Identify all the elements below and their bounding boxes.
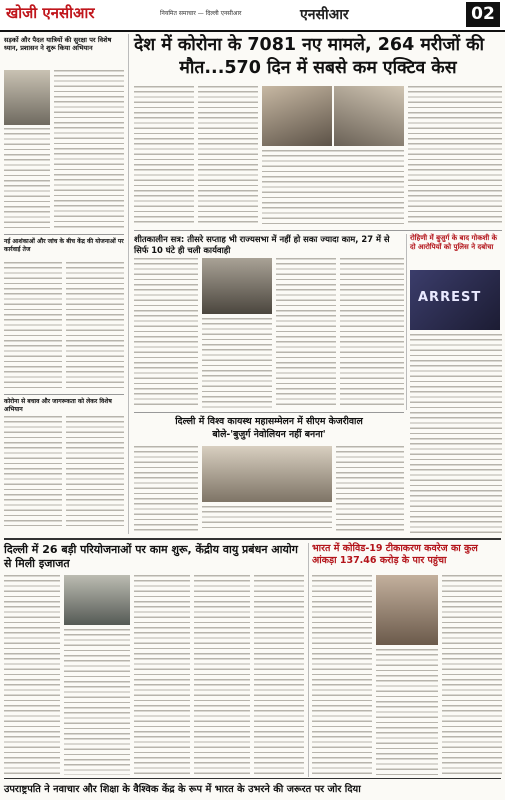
lead-photo-1 [262, 86, 332, 146]
column-rule [406, 234, 407, 410]
story2-headline: शीतकालीन सत्र: तीसरे सप्ताह भी राज्यसभा में नहीं हो सका ज्यादा काम, 27 में से सिर्फ 10 घंटे ही चली कार्यवाही [134, 234, 390, 255]
lead-body-4 [408, 86, 502, 226]
lead-photo-2 [334, 86, 404, 146]
page-number: 02 [466, 2, 500, 27]
story4-body-2 [202, 506, 332, 532]
story2-body-3 [276, 258, 336, 408]
story4-body-3 [336, 446, 404, 532]
lead-body-1 [134, 86, 194, 226]
story6-photo [376, 575, 438, 645]
story5-photo [64, 575, 130, 625]
left-headline-3: कोरोना से बचाव और जागरूकता को लेकर विशेष अभियान [4, 398, 112, 413]
story6-body-3 [442, 575, 502, 775]
section-divider [4, 538, 501, 540]
story5-body-2 [64, 629, 130, 775]
newspaper-brand: खोजी एनसीआर [6, 4, 95, 22]
section-title: एनसीआर [300, 7, 349, 23]
story5-body-1 [4, 575, 60, 775]
dateline: नियमित समाचार — दिल्ली एनसीआर [160, 10, 242, 17]
left-headline-2: नई आशंकाओं और जांच के बीच केंद्र की योजनाओं पर कार्रवाई तेज [4, 238, 124, 253]
story5-body-5 [254, 575, 304, 775]
lead-headline-line1: देश में कोरोना के 7081 नए मामले, 264 मरीजों की [134, 35, 485, 55]
story6-body-1 [312, 575, 372, 775]
left-body-2b [66, 262, 124, 390]
lead-body-2 [198, 86, 258, 226]
story6-headline: भारत में कोविड-19 टीकाकरण कवरेज का कुल आंकड़ा 137.46 करोड़ के पार पहुंचा [312, 543, 478, 566]
story5-body-4 [194, 575, 250, 775]
story4-headline-line2: बोले-'बुजुर्ग नेवोलियन नहीं बनना' [212, 429, 326, 440]
divider [4, 234, 124, 235]
story3-headline: रोहिणी में बुजुर्ग के बाद गोकशी के दो आरोपियों को पुलिस ने दबोचा [410, 234, 498, 251]
story5-body-3 [134, 575, 190, 775]
divider [134, 412, 404, 413]
story3-body [410, 334, 502, 534]
story2-body-2 [202, 318, 272, 408]
column-rule [308, 543, 309, 777]
left-body-3b [66, 416, 124, 526]
story4-body-1 [134, 446, 198, 532]
story2-photo [202, 258, 272, 314]
divider [4, 394, 124, 395]
story4-headline-line1: दिल्ली में विश्व कायस्थ महासम्मेलन में सीएम केजरीवाल [175, 416, 363, 427]
section-divider [4, 778, 501, 779]
arrest-image-text: ARREST [418, 290, 482, 305]
left-body-3a [4, 416, 62, 526]
divider [134, 230, 502, 231]
left-headline-1: सड़कों और पैदल यात्रियों की सुरक्षा पर विशेष ध्यान, प्रशासन ने शुरू किया अभियान [4, 36, 112, 52]
story2-body-1 [134, 258, 198, 408]
arrest-photo [410, 270, 500, 330]
lead-headline-line2: मौत...570 दिन में सबसे कम एक्टिव केस [179, 58, 457, 78]
left-body-1 [54, 70, 124, 230]
left-body-2a [4, 262, 62, 390]
lead-body-3 [262, 150, 404, 226]
left-body-1b [4, 128, 50, 230]
story4-photo [202, 446, 332, 502]
story2-body-4 [340, 258, 404, 408]
column-rule [128, 34, 129, 534]
footer-headline: उपराष्ट्रपति ने नवाचार और शिक्षा के वैश्विक केंद्र के रूप में भारत के उभरने की जरूरत पर जोर दिया [4, 784, 361, 795]
story5-headline: दिल्ली में 26 बड़ी परियोजनाओं पर काम शुरू, केंद्रीय वायु प्रबंधन आयोग से मिली इजाजत [4, 543, 298, 570]
left-photo [4, 70, 50, 125]
story6-body-2 [376, 649, 438, 775]
